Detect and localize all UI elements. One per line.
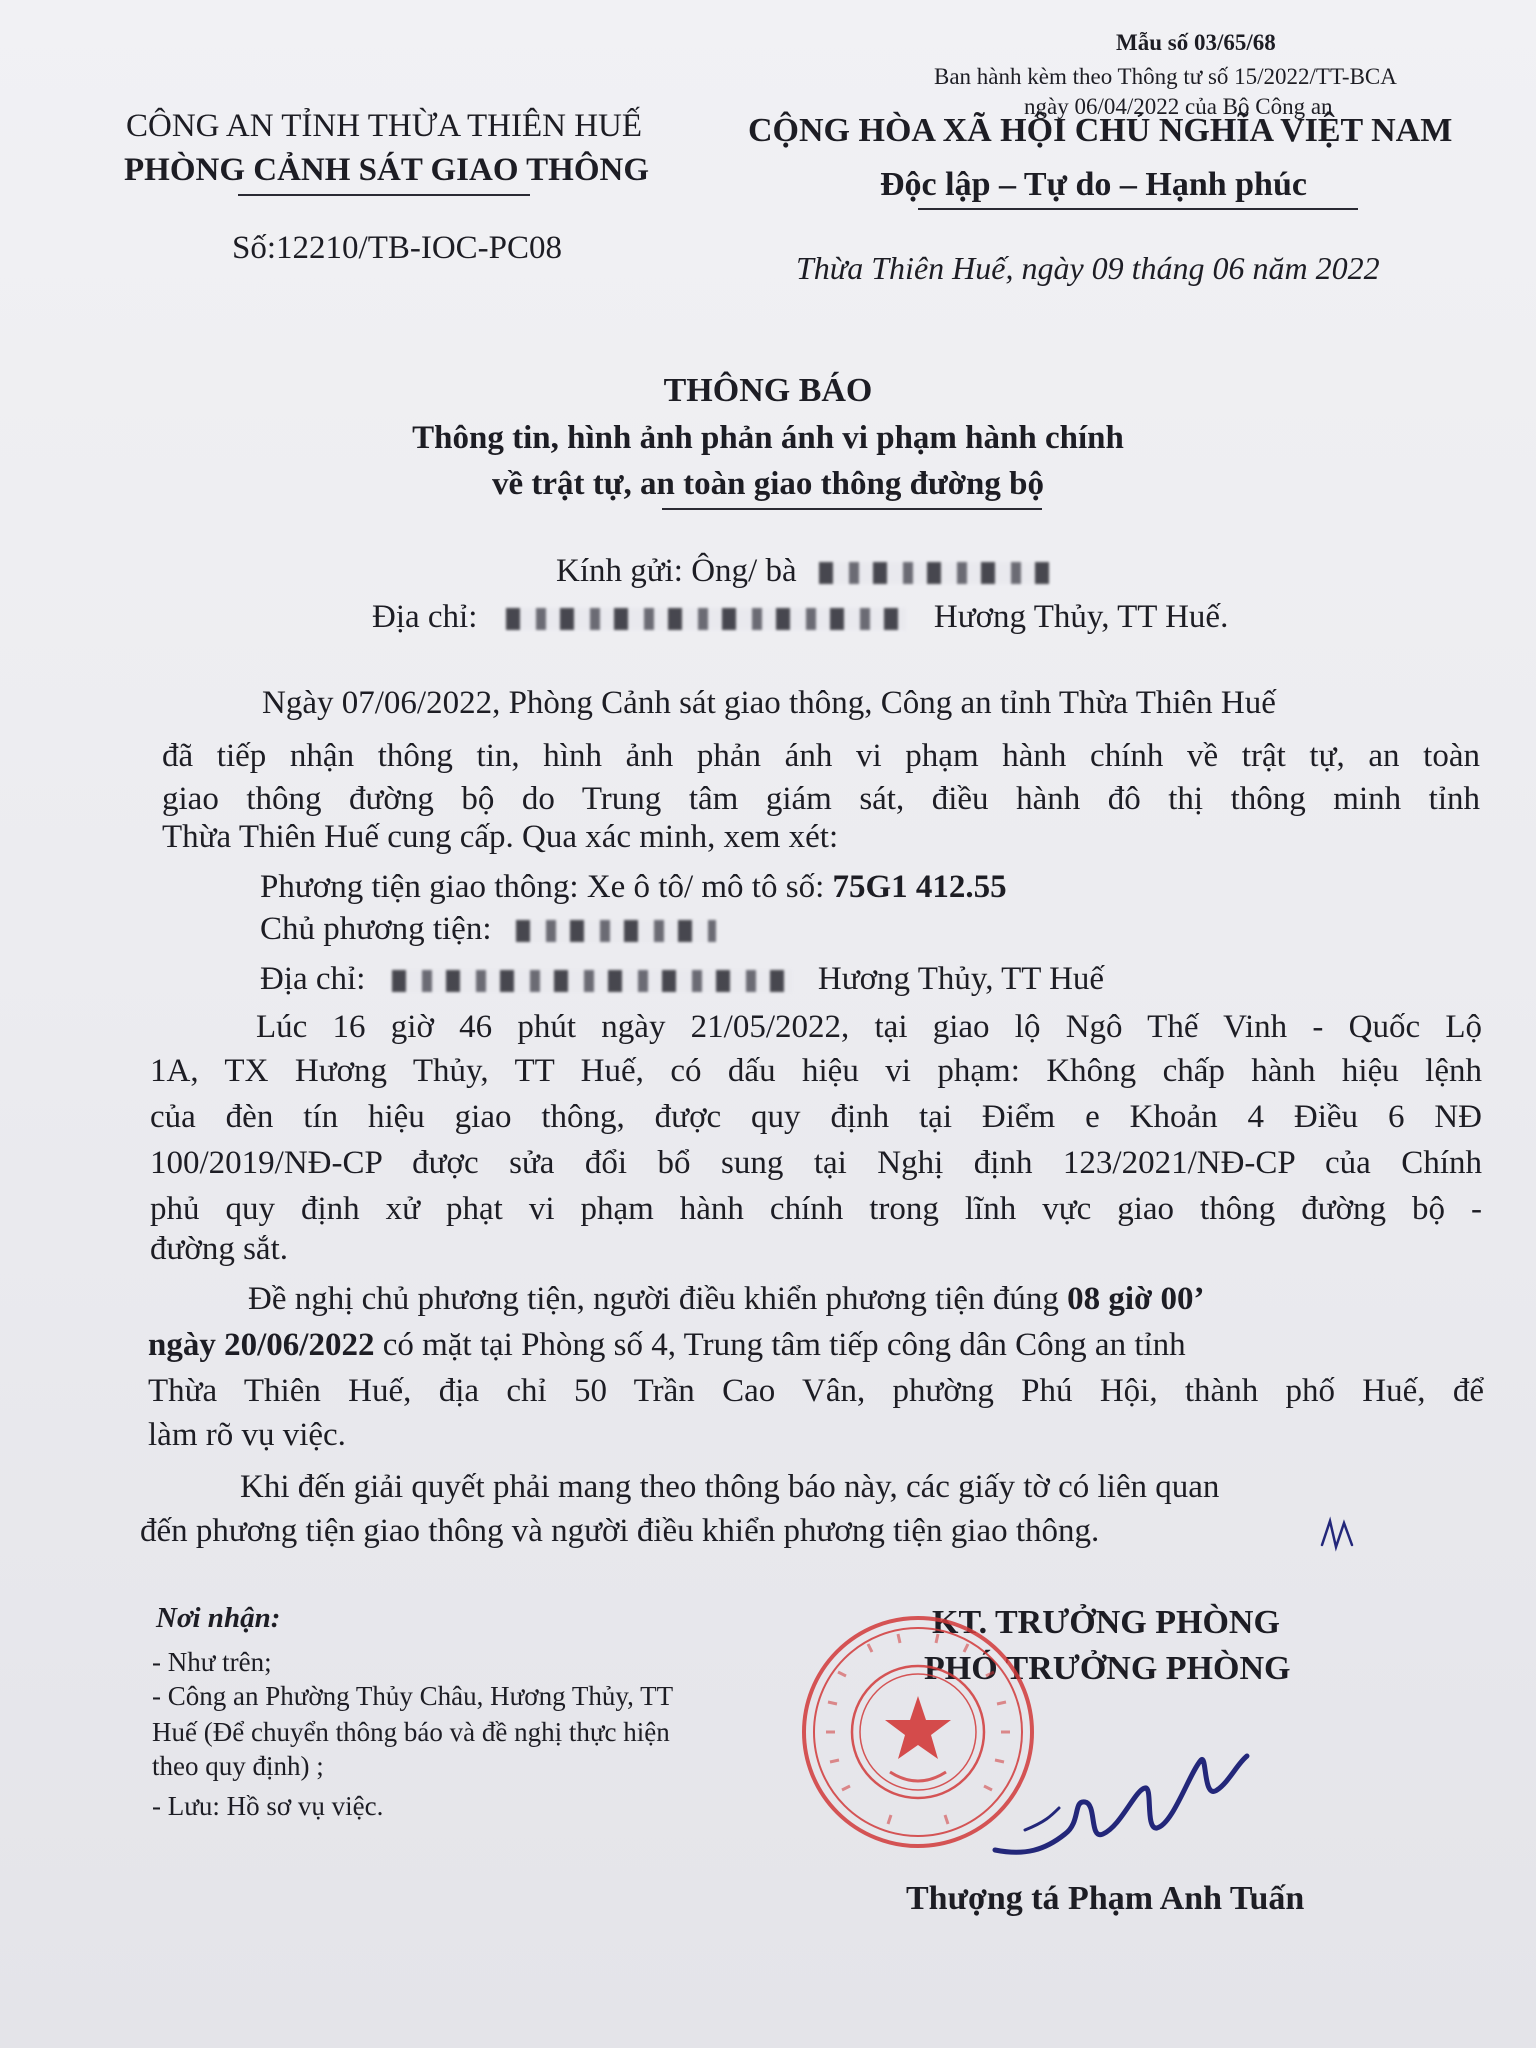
form-issued-line1: Ban hành kèm theo Thông tư số 15/2022/TT-BCA [934, 64, 1397, 89]
nation-line1: CỘNG HÒA XÃ HỘI CHỦ NGHĨA VIỆT NAM [748, 112, 1453, 149]
recipients-item2-line1: - Công an Phường Thủy Châu, Hương Thủy, TT [152, 1681, 674, 1711]
recipients-item2-line2: Huế (Để chuyển thông báo và đề nghị thực hiện [152, 1717, 670, 1747]
p4-line2: đến phương tiện giao thông và người điều khiển phương tiện giao thông. [140, 1513, 1100, 1549]
p2-line2: 1A, TX Hương Thủy, TT Huế, có dấu hiệu vi phạm: Không chấp hành hiệu lệnh [150, 1053, 1482, 1089]
p2-line1: Lúc 16 giờ 46 phút ngày 21/05/2022, tại giao lộ Ngô Thế Vinh - Quốc Lộ [256, 1009, 1482, 1045]
vehicle-line [260, 866, 1007, 909]
redacted-owner-name [516, 920, 716, 942]
title-underline [662, 508, 1042, 510]
form-issued-line2: ngày 06/04/2022 của Bộ Công an [1024, 94, 1333, 119]
document-subtitle-line1: Thông tin, hình ảnh phản ánh vi phạm hành chính [412, 420, 1124, 456]
owner-label: Chủ phương tiện: [260, 911, 492, 947]
owner-address-label: Địa chỉ: [260, 961, 366, 997]
recipient-line [556, 550, 1049, 593]
document-title: THÔNG BÁO [663, 372, 873, 409]
nation-line2: Độc lập – Tự do – Hạnh phúc [880, 166, 1307, 203]
handwritten-signature-icon [985, 1730, 1255, 1870]
redacted-recipient-name [819, 562, 1049, 584]
recipient-address-line [372, 596, 1228, 639]
p1-line1: Ngày 07/06/2022, Phòng Cảnh sát giao thông, Công an tỉnh Thừa Thiên Huế [262, 685, 1276, 721]
recipients-title: Nơi nhận: [156, 1602, 281, 1634]
owner-address-tail: Hương Thủy, TT Huế [817, 961, 1105, 997]
p3-line2 [148, 1324, 1186, 1367]
agency-underline [238, 194, 530, 196]
p1-line3: giao thông đường bộ do Trung tâm giám sát, điều hành đô thị thông minh tỉnh [162, 781, 1480, 817]
agency-line2: PHÒNG CẢNH SÁT GIAO THÔNG [124, 152, 650, 188]
p3-line1-text: Đề nghị chủ phương tiện, người điều khiển phương tiện đúng [248, 1281, 1059, 1317]
redacted-recipient-address [506, 608, 906, 630]
recipient-address-tail: Hương Thủy, TT Huế. [933, 599, 1229, 635]
appointment-date: ngày 20/06/2022 [148, 1327, 375, 1363]
p3-line4: làm rõ vụ việc. [148, 1417, 346, 1453]
recipients-item2-line3: theo quy định) ; [152, 1751, 324, 1781]
p1-line2: đã tiếp nhận thông tin, hình ảnh phản ánh vi phạm hành chính về trật tự, an toàn [162, 738, 1480, 774]
agency-line1: CÔNG AN TỈNH THỪA THIÊN HUẾ [126, 108, 643, 144]
document-subtitle-line2: về trật tự, an toàn giao thông đường bộ [491, 466, 1044, 502]
initial-mark-icon [1318, 1515, 1358, 1555]
recipient-address-label: Địa chỉ: [372, 599, 478, 635]
vehicle-label: Phương tiện giao thông: Xe ô tô/ mô tô số: [260, 869, 825, 905]
recipient-label: Kính gửi: Ông/ bà [556, 553, 797, 589]
recipients-item1: - Như trên; [152, 1647, 272, 1677]
p2-line5: phủ quy định xử phạt vi phạm hành chính trong lĩnh vực giao thông đường bộ - [150, 1191, 1482, 1227]
p3-line2-text: có mặt tại Phòng số 4, Trung tâm tiếp công dân Công an tỉnh [382, 1327, 1186, 1363]
p3-line1 [248, 1278, 1205, 1321]
p2-line6: đường sắt. [150, 1231, 288, 1267]
place-date: Thừa Thiên Huế, ngày 09 tháng 06 năm 2022 [796, 250, 1380, 286]
owner-address-line [260, 958, 1104, 1001]
p3-line3: Thừa Thiên Huế, địa chỉ 50 Trần Cao Vân, phường Phú Hội, thành phố Huế, để [148, 1373, 1484, 1409]
recipients-item3: - Lưu: Hồ sơ vụ việc. [152, 1791, 384, 1821]
p2-line3: của đèn tín hiệu giao thông, được quy định tại Điểm e Khoản 4 Điều 6 NĐ [150, 1099, 1482, 1135]
p4-line1: Khi đến giải quyết phải mang theo thông báo này, các giấy tờ có liên quan [240, 1469, 1220, 1505]
vehicle-plate: 75G1 412.55 [832, 869, 1007, 905]
signatory-name: Thượng tá Phạm Anh Tuấn [906, 1880, 1305, 1917]
owner-line [260, 908, 716, 951]
appointment-time: 08 giờ 00’ [1067, 1281, 1205, 1317]
p1-line4: Thừa Thiên Huế cung cấp. Qua xác minh, xem xét: [162, 819, 839, 855]
nation-underline [918, 208, 1358, 210]
signature-title-line2: PHÓ TRƯỞNG PHÒNG [924, 1650, 1291, 1687]
redacted-owner-address [392, 970, 792, 992]
signature-title-line1: KT. TRƯỞNG PHÒNG [932, 1604, 1280, 1641]
doc-number: Số:12210/TB-IOC-PC08 [232, 230, 563, 266]
form-number: Mẫu số 03/65/68 [1116, 30, 1276, 55]
p2-line4: 100/2019/NĐ-CP được sửa đổi bổ sung tại Nghị định 123/2021/NĐ-CP của Chính [150, 1145, 1482, 1181]
